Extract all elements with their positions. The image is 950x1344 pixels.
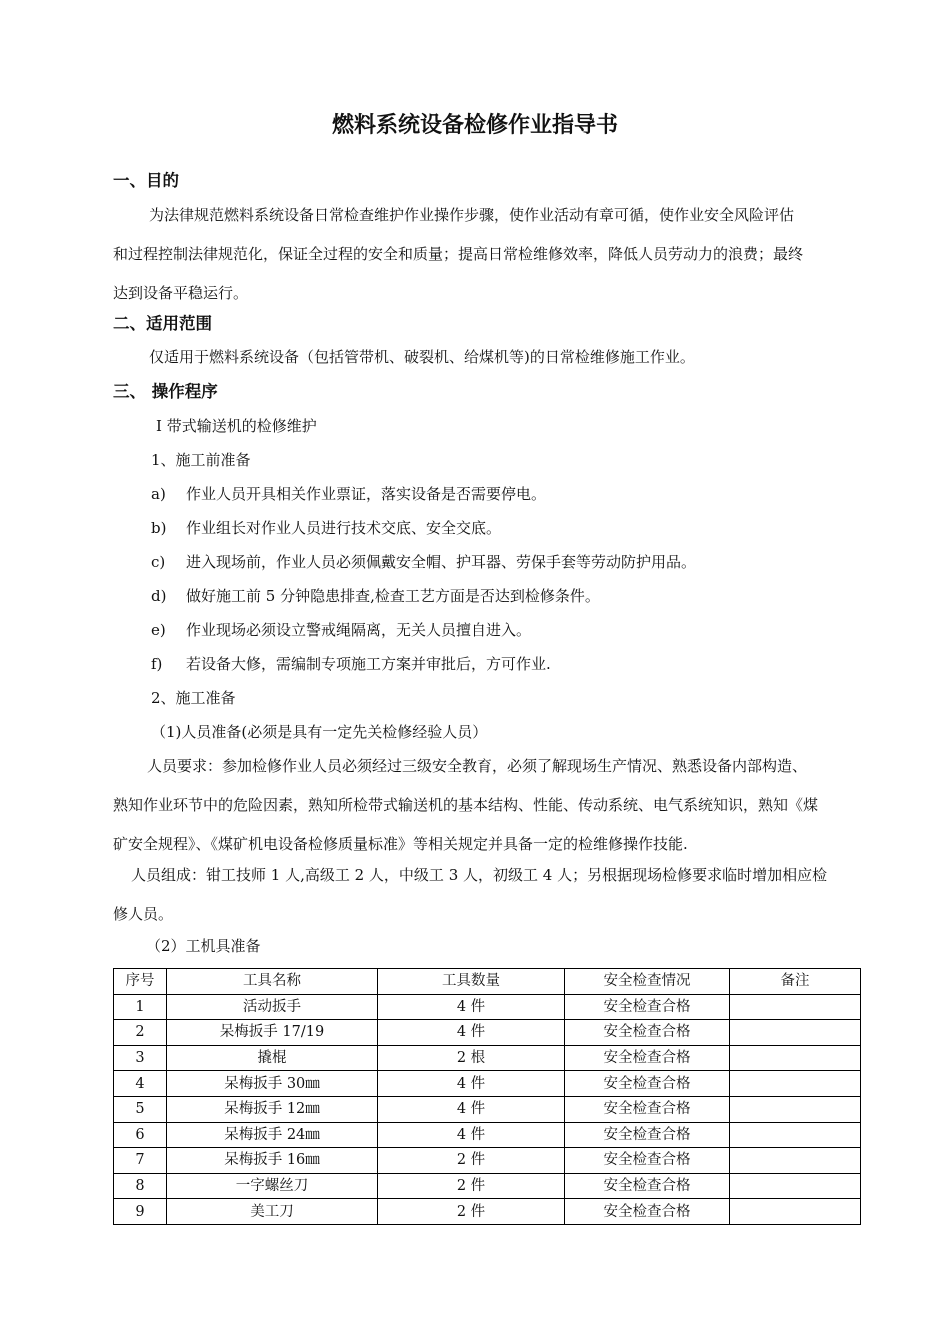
table-row [114,1096,861,1122]
cell-quantity: 2 件 [378,1148,565,1174]
cell-quantity: 2 件 [378,1173,565,1199]
purpose-line-3: 达到设备平稳运行。 [113,284,249,302]
list-item-a [151,484,546,504]
cell-safety-check: 安全检查合格 [565,1020,730,1046]
cell-index: 2 [114,1020,167,1046]
list-marker: f) [151,655,163,673]
composition-line-2: 修人员。 [113,905,174,923]
cell-index: 7 [114,1148,167,1174]
cell-safety-check: 安全检查合格 [565,1096,730,1122]
cell-safety-check: 安全检查合格 [565,1045,730,1071]
requirement-line-3: 矿安全规程》、《煤矿机电设备检修质量标准》等相关规定并具备一定的检维修操作技能. [113,835,688,853]
personnel-composition [113,856,860,934]
cell-quantity: 4 件 [378,1096,565,1122]
cell-safety-check: 安全检查合格 [565,1071,730,1097]
cell-quantity: 4 件 [378,1020,565,1046]
cell-tool-name: 一字螺丝刀 [167,1173,378,1199]
cell-index: 1 [114,994,167,1020]
document-title: 燃料系统设备检修作业指导书 [331,113,618,138]
cell-safety-check: 安全检查合格 [565,1199,730,1225]
section-heading-purpose: 一、目的 [113,171,179,190]
cell-quantity: 4 件 [378,994,565,1020]
table-row [114,1045,861,1071]
section-heading-procedure: 三、 操作程序 [113,382,218,401]
cell-index: 5 [114,1096,167,1122]
composition-line-1: 人员组成：钳工技师 1 人,高级工 2 人，中级工 3 人，初级工 4 人；另根据现场检修要求临时增加相应检 [131,866,828,884]
pre-construction-title: 1、施工前准备 [151,451,251,469]
cell-safety-check: 安全检查合格 [565,994,730,1020]
tools-prep-title: （2）工机具准备 [146,937,261,955]
header-safety-check: 安全检查情况 [565,969,730,995]
requirement-line-1: 人员要求：参加检修作业人员必须经过三级安全教育，必须了解现场生产情况、熟悉设备内部构造、 [147,757,808,775]
list-item-text: 作业人员开具相关作业票证，落实设备是否需要停电。 [186,485,547,503]
cell-index: 6 [114,1122,167,1148]
cell-index: 8 [114,1173,167,1199]
cell-remarks [730,1173,861,1199]
list-item-text: 进入现场前，作业人员必须佩戴安全帽、护耳器、劳保手套等劳动防护用品。 [186,553,697,571]
cell-remarks [730,1020,861,1046]
cell-safety-check: 安全检查合格 [565,1148,730,1174]
cell-remarks [730,1071,861,1097]
cell-remarks [730,1096,861,1122]
cell-quantity: 2 根 [378,1045,565,1071]
cell-tool-name: 呆梅扳手 30㎜ [167,1071,378,1097]
construction-prep-title: 2、施工准备 [151,689,236,707]
list-marker: b) [151,519,167,537]
cell-remarks [730,1199,861,1225]
cell-tool-name: 呆梅扳手 24㎜ [167,1122,378,1148]
list-item-b [151,518,501,538]
cell-safety-check: 安全检查合格 [565,1122,730,1148]
list-marker: e) [151,621,166,639]
table-header-row [114,969,861,995]
header-index: 序号 [114,969,167,995]
personnel-prep-title: （1)人员准备(必须是具有一定先关检修经验人员） [151,723,488,741]
purpose-line-1: 为法律规范燃料系统设备日常检查维护作业操作步骤，使作业活动有章可循，使作业安全风险评估 [149,206,795,224]
list-item-text: 作业组长对作业人员进行技术交底、安全交底。 [186,519,502,537]
header-tool-name: 工具名称 [167,969,378,995]
cell-tool-name: 呆梅扳手 12㎜ [167,1096,378,1122]
cell-tool-name: 呆梅扳手 16㎜ [167,1148,378,1174]
list-item-text: 若设备大修，需编制专项施工方案并审批后，方可作业. [186,655,551,673]
table-row [114,1148,861,1174]
cell-quantity: 4 件 [378,1071,565,1097]
list-item-text: 作业现场必须设立警戒绳隔离，无关人员擅自进入。 [186,621,532,639]
table-row [114,1020,861,1046]
purpose-paragraph [113,196,860,313]
cell-quantity: 2 件 [378,1199,565,1225]
table-row [114,1071,861,1097]
cell-tool-name: 撬棍 [167,1045,378,1071]
cell-index: 3 [114,1045,167,1071]
table-row [114,1173,861,1199]
header-tool-quantity: 工具数量 [378,969,565,995]
list-item-d [151,586,600,606]
scope-text: 仅适用于燃料系统设备（包括管带机、破裂机、给煤机等)的日常检维修施工作业。 [149,348,695,366]
cell-index: 9 [114,1199,167,1225]
table-row [114,1122,861,1148]
list-item-c [151,552,696,572]
cell-remarks [730,994,861,1020]
purpose-line-2: 和过程控制法律规范化，保证全过程的安全和质量；提高日常检维修效率，降低人员劳动力的浪费；最终 [113,245,804,263]
list-item-e [151,620,531,640]
subsection-belt-conveyor: Ⅰ 带式输送机的检修维护 [156,417,317,435]
header-remarks: 备注 [730,969,861,995]
table-row [114,1199,861,1225]
list-marker: a) [151,485,166,503]
table-row [114,994,861,1020]
cell-safety-check: 安全检查合格 [565,1173,730,1199]
cell-remarks [730,1122,861,1148]
requirement-line-2: 熟知作业环节中的危险因素，熟知所检带式输送机的基本结构、性能、传动系统、电气系统知识，熟知《煤 [113,796,819,814]
cell-remarks [730,1045,861,1071]
personnel-requirements [113,747,860,864]
tools-table [113,968,861,1225]
cell-index: 4 [114,1071,167,1097]
list-item-text: 做好施工前 5 分钟隐患排查,检查工艺方面是否达到检修条件。 [186,587,600,605]
list-item-f [151,654,551,674]
list-marker: d) [151,587,167,605]
cell-remarks [730,1148,861,1174]
list-marker: c) [151,553,166,571]
cell-quantity: 4 件 [378,1122,565,1148]
cell-tool-name: 美工刀 [167,1199,378,1225]
section-heading-scope: 二、适用范围 [113,314,212,333]
cell-tool-name: 呆梅扳手 17/19 [167,1020,378,1046]
cell-tool-name: 活动扳手 [167,994,378,1020]
